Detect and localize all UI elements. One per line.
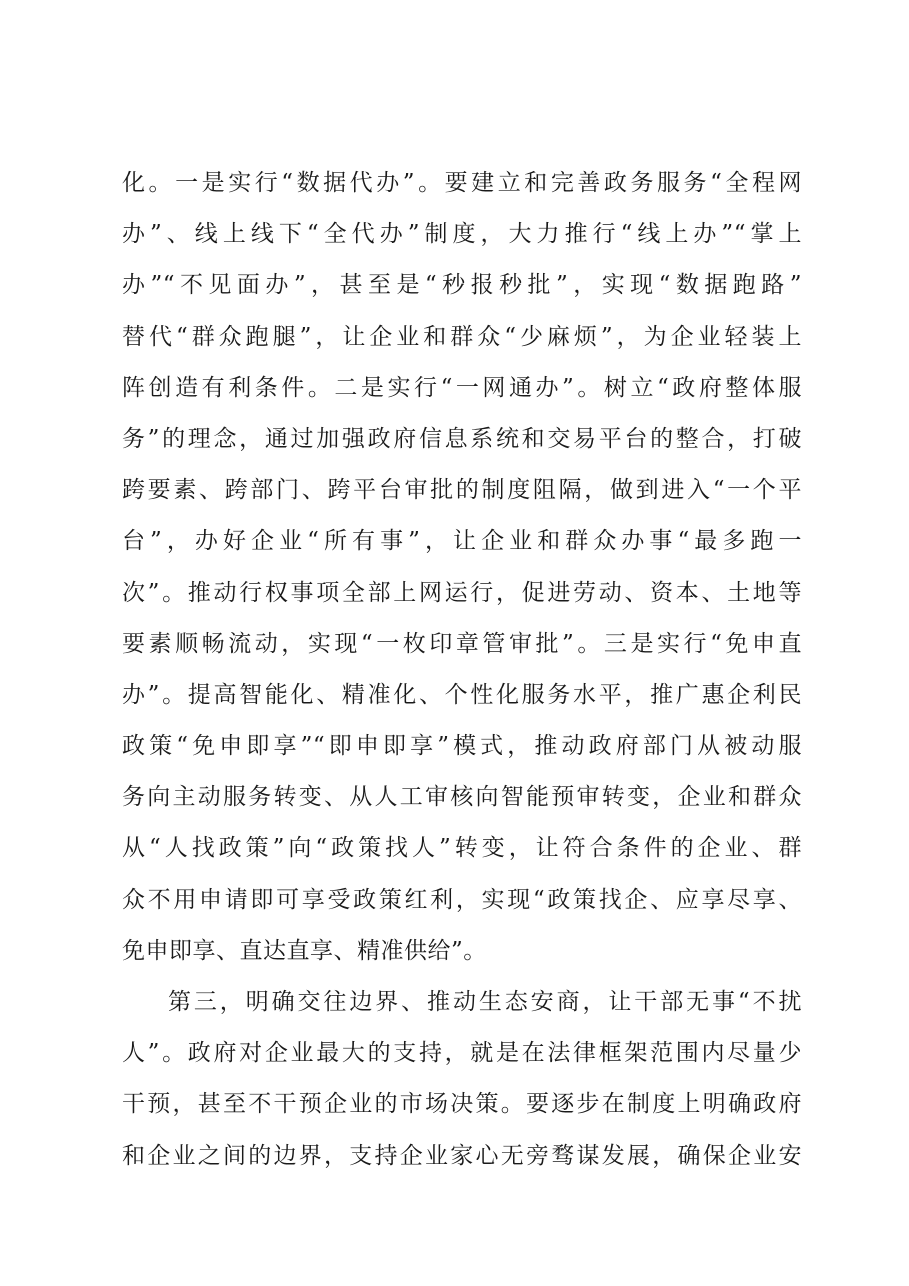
text-line: 要素顺畅流动，实现“一枚印章管审批”。三是实行“免申直 — [122, 630, 802, 657]
text-line: 免申即享、直达直享、精准供给”。 — [122, 937, 487, 964]
text-line: 跨要素、跨部门、跨平台审批的制度阻隔，做到进入“一个平 — [122, 477, 802, 504]
text-line: 办”“不见面办”，甚至是“秒报秒批”，实现“数据跑路” — [122, 272, 802, 299]
paragraph-1 — [122, 158, 802, 977]
text-line: 办”、线上线下“全代办”制度，大力推行“线上办”“掌上 — [122, 221, 802, 248]
text-line: 干预，甚至不干预企业的市场决策。要逐步在制度上明确政府 — [122, 1091, 802, 1118]
text-line: 人”。政府对企业最大的支持，就是在法律框架范围内尽量少 — [122, 1040, 802, 1067]
document-body — [122, 158, 802, 1182]
text-line: 务”的理念，通过加强政府信息系统和交易平台的整合，打破 — [122, 425, 802, 452]
text-line: 和企业之间的边界，支持企业家心无旁骛谋发展，确保企业安 — [122, 1142, 802, 1169]
text-line: 台”，办好企业“所有事”，让企业和群众办事“最多跑一 — [122, 528, 802, 555]
text-line: 阵创造有利条件。二是实行“一网通办”。树立“政府整体服 — [122, 374, 802, 401]
text-line: 从“人找政策”向“政策找人”转变，让符合条件的企业、群 — [122, 835, 802, 862]
text-line: 化。一是实行“数据代办”。要建立和完善政务服务“全程网 — [122, 170, 802, 196]
text-line: 第三，明确交往边界、推动生态安商，让干部无事“不扰 — [168, 989, 802, 1015]
text-line: 办”。提高智能化、精准化、个性化服务水平，推广惠企利民 — [122, 681, 802, 708]
text-line: 政策“免申即享”“即申即享”模式，推动政府部门从被动服 — [122, 733, 802, 760]
text-line: 替代“群众跑腿”，让企业和群众“少麻烦”，为企业轻装上 — [122, 323, 802, 350]
paragraph-2 — [122, 977, 802, 1182]
text-line: 众不用申请即可享受政策红利，实现“政策找企、应享尽享、 — [122, 886, 802, 913]
text-line: 务向主动服务转变、从人工审核向智能预审转变，企业和群众 — [122, 784, 802, 811]
text-line: 次”。推动行权事项全部上网运行，促进劳动、资本、土地等 — [122, 579, 802, 606]
